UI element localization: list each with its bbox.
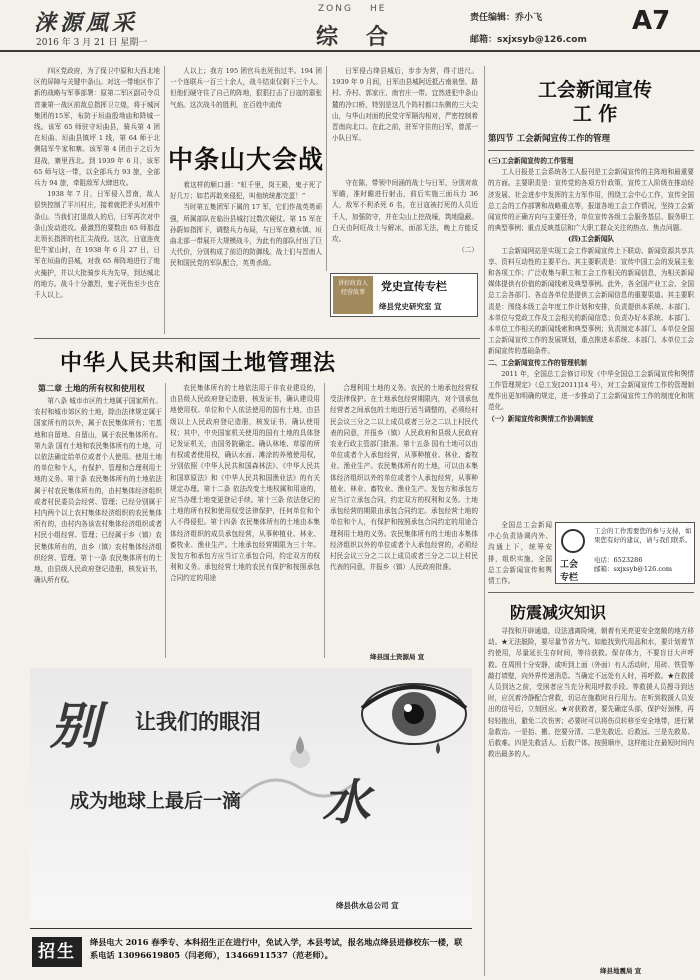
- section-rule: [488, 592, 694, 593]
- union-column-box: [555, 522, 695, 584]
- party-history-column-box: [330, 273, 478, 317]
- union-news-body-tail: [488, 520, 552, 586]
- ad-slogan-line2: 成为地球上最后一滴: [70, 790, 242, 812]
- page-number: A7: [632, 6, 671, 36]
- column-divider: [324, 383, 325, 658]
- party-column-badge: 讲好政育人 经营故事: [333, 276, 373, 314]
- party-column-title: 党史宣传专栏: [381, 280, 447, 293]
- enrollment-notice: [30, 928, 472, 974]
- union-box-phone: 电话：6523286: [594, 556, 643, 564]
- article-paragraph: 人以上；我方 195 团官兵也死伤过半。194 团一个连联兵一百三十余人，战斗结束仅剩下三个人。但他们硬守住了自己的阵地，狠狠打击了日寇的嚣张气焰。这次战斗的胜利，在百姓中流传: [170, 67, 322, 109]
- law-text: 合理利用土地的义务。农民的土地承包经营权受法律保护。在土地承包经营期限内，对个别承包经营者之间承包的土地进行适当调整的，必须经村民会议三分之二以上成员或者三分之二以上村民代表的同意，并报乡（镇）人民政府和县级人民政府农业行政主管部门批准。第十五条 国有土地可以由单位或者个人承包经营，从事种植业、林业、畜牧业、渔业生产。农民集体所有的土地，可以由本集体经济组织以外的单位或者个人承包经营，从事种植业、林业、畜牧业、渔业生产。发包方和承包方应当订立承包合同，约定双方的权利和义务。土地承包经营的期限由承包合同约定。承包经营土地的单位和个人，有保护和按照承包合同约定的用途合理利用土地的义务。农民集体所有的土地由本集体经济组织以外的单位或者个人承包经营的，必须经村民会议三分之二以上成员或者三分之二以上村民代表的同意，并报乡（镇）人民政府批准。: [330, 384, 478, 572]
- union-paragraph: 工人日报是工会系统各工人报刊是工会新闻宣传的主阵地和最重要的方面。主要职责是：宣传党的各项方针政策，宣传工人阶级在推动经济发展、社会进步中发挥的主力军作用，围绕工会中心工作，宣传全国总工会的工作部署和战略重点等，报道各地工会工作情况，坚持工会新闻宣传的正确方向与主要任务，单位宣传各级工会服务基层、服务职工的典型事例；重点反映基层和广大职工群众关注的热点、焦点问题。: [488, 168, 694, 233]
- editor-credit: 责任编辑：乔小飞: [470, 13, 543, 23]
- column-divider: [484, 66, 485, 976]
- law-text: 农民集体所有的土地依法用于非农业建设的，由县级人民政府登记造册，核发证书，确认建设用地使用权。单位和个人依法使用的国有土地，由县级以上人民政府登记造册，核发证书，确认使用权；其中，中央国家机关使用的国有土地的具体登记发证机关，由国务院确定。确认林地、草原的所有权或者使用权，确认水面、滩涂的养殖使用权，分别依照《中华人民共和国森林法》、《中华人民共和国草原法》和《中华人民共和国渔业法》的有关规定办理。第十二条 依法改变土地权属和用途的，应当办理土地变更登记手续。第十三条 依法登记的土地的所有权和使用权受法律保护，任何单位和个人不得侵犯。第十四条 农民集体所有的土地由本集体经济组织的成员承包经营，从事种植业、林业、畜牧业、渔业生产。土地承包经营期限为三十年。发包方和承包方应当订立承包合同，约定双方的权利和义务。承包经营土地的农民有保护和按照承包合同约定的用途: [170, 384, 320, 583]
- section-rule: [34, 338, 480, 339]
- column-divider: [326, 66, 327, 271]
- page-header: [0, 0, 700, 52]
- editor-email: 邮箱：sxjxsyb@126.com: [470, 35, 587, 45]
- union-subheading: (三)工会新闻宣传的工作管理: [488, 157, 574, 165]
- union-paragraph: 2011 年，全国总工会修订印发《中华全国总工会新闻宣传和舆情工作管理规定》（总工发[2011]14 号），对工会新闻宣传工作的管理制度作出更加明确的规定，进一步推动了工会新闻宣传工作的制度化和规范化。: [488, 369, 694, 412]
- disaster-knowledge-body: [488, 626, 694, 964]
- section-pinyin-he: HE: [370, 4, 387, 14]
- disaster-paragraph: 寻找和开辟通道，设法逃离险境，朝着有光亮更安全宽敞的地方移动。★无法脱险，要尽量节省力气。如能找到代用品和水，要计划着节约使用，尽量延长生存时间，等待获救。保存体力，不要盲目大声呼救。在周围十分安静，或听到上面（外面）有人活动时，用砖、铁管等敲打墙壁，向外界传递消息。当确定不远处有人时，再呼救。★在救援人员到达之前，受困者应当充分利用呼救手段。等救援人员搜寻到达时，应沉着冷静配合营救，切忌在施救时自行用力。在听到救援人员发出的信号后，立刻回应。★对获救者，要先确定头部，保护好颈椎，再轻轻抱出，避免二次伤害；必要时可以将伤员转移至安全地带，进行紧急救治。一是抬、搬、挖要分清。二是先救近、后救远。三是先救易、后救难。四是先救活人、后救尸体。按照顺序，这样能让在最短时间内救出最多的人。: [488, 627, 694, 759]
- union-box-label2: 专栏: [560, 573, 579, 583]
- union-paragraph: 全国总工会新闻中心负责协调内外、沟通上下，统筹安排，组织实施，全国总工会新闻宣传和舆情工作。: [488, 521, 552, 586]
- section-title: 综合: [316, 24, 417, 50]
- union-logo-icon: [561, 529, 585, 553]
- disaster-sponsor: 绛县地震局 宣: [600, 967, 642, 975]
- union-box-contact: [594, 556, 672, 574]
- law-col2: [170, 383, 320, 658]
- union-paragraph: 工会新闻网站是实现工会工作新闻宣传上下联动、新闻资源共享共享、资料互动性的主要平台。其主要职责是：宣传中国工会的发展主张和各项工作；广泛收集与职工和工会工作相关的新闻信息，为相关新闻媒体提供有价值的新闻线索及典型事例。此外，各全国产业工会、全国总工会各部门、各直各单位是提供工会新闻信息的重要渠道。其主要职责是：围绕本级工会年度工作计划和安排，负责提供本系统、本部门、本单位与党政工作及工会相关的新闻信息；负责办好本系统、本部门、本单位工作相关的新闻线索和典型事例；负责制定本部门、本单位全国工会新闻宣传工作的发展规划，重点推进本系统、本部门、本单位工会新闻宣传的基础条件。: [488, 246, 694, 356]
- law-sponsor: 绛县国土资源局 宣: [370, 653, 425, 661]
- law-text: 第八条 城市市区的土地属于国家所有。农村和城市郊区的土地，除由法律规定属于国家所有的以外，属于农民集体所有；宅基地和自留地、自留山，属于农民集体所有。第九条 国有土地和农民集体所有的土地，可以依法确定给单位或者个人使用。使用土地的单位和个人，有保护、管理和合理利用土地的义务。第十条 农民集体所有的土地依法属于村农民集体所有的，由村集体经济组织或者村民委员会经营、管理；已经分别属于村内两个以上农村集体经济组织的农民集体所有的，由村内各该农村集体经济组织或者村民小组经营、管理；已经属于乡（镇）农民集体所有的，由乡（镇）农村集体经济组织经营、管理。第十一条 农民集体所有的土地，由县级人民政府登记造册，核发证书，确认所有权。: [34, 397, 162, 585]
- article-paragraph: 日军侵占绛县城后，步步为营，得寸进尺。1939 年 9 月间，日军由县城阿近抵占南泉堡、路村、乔村、郭家庄、南官庄一带。宜然进犯中条山麓的冷口桥，特别是这几个阵村都口东侧的三大尖山，与华山对面的民党守军隔沟相对，严密控制着晋南向北口。在此之前，驻军守住的日军，曾派一小队日军。: [332, 67, 478, 143]
- newspaper-logo: 涞源風采: [34, 10, 139, 36]
- law-chapter-heading: 第二章 土地的所有权和使用权: [38, 383, 145, 393]
- article-paragraph: 着这样的顺口溜：“虹千里，岗王殿，鬼子死了好几万；如若再敢来侵犯，叫他统统都完蛋！”: [170, 181, 322, 201]
- article-zhongtiao-col3: [332, 66, 478, 176]
- union-box-label1: 工会: [560, 560, 579, 570]
- article-paragraph: 1938 年 7 月，日军侵入晋南，敌人很快控制了平川村庄，接着就把矛头对准中条山。当我们打退敌人的后，日军再次对中条山发动进攻。最激烈的要数由 65 师那盘北领长指挥的杜汇尖战役。这次，日寇连夜犯牛家山时，在 1938 年 6 月 27 日，日军在垣曲的县城，对我 65 师阵地进行了炮火掩护，并以大批骑步兵为先导，到达城北的地方。战斗十分激烈，鬼子死伤至少也在千人以上。: [34, 190, 160, 300]
- enrollment-tag: 招生: [32, 937, 82, 967]
- section-pinyin-zong: ZONG: [318, 4, 353, 14]
- water-conservation-ad: [30, 668, 472, 920]
- union-news-subtitle: 第四节 工会新闻宣传工作的管理: [488, 134, 610, 144]
- union-news-title: [500, 78, 690, 126]
- section-rule: [488, 150, 694, 151]
- article-end-mark: （二）: [458, 246, 478, 255]
- union-subheading: (四)工会新闻队: [568, 235, 614, 244]
- ad-slogan-line1: 让我们的眼泪: [135, 709, 261, 734]
- law-article-title: 中华人民共和国土地管理法: [60, 351, 337, 376]
- law-col3: [330, 383, 478, 651]
- article-paragraph: 四区党政府，为了保卫中原和大西北地区的屏障与关键中条山。对这一带地区作了新的战略与军事部署：原第二军区副司令员首兼第一战区前敌总指挥卫立煌，将于城河集团的15军，布防于垣曲殷坳庙和降城一线。该军 65 师驻守垣曲县，骑兵第 4 团在垣曲、垣曲县镇坪 1 线，第 64 师于北侧陆军牛家和寨。该军第 4 团由于之后为迎战，寨里西北。到 1939 年 6 月，该军 65 师与这一带，以全部兵力 93 旅，全部兵力 94 旅，牵阻敌军大肆进攻。: [34, 67, 160, 188]
- party-column-sponsor: 绛县党史研究室 宣: [379, 302, 442, 311]
- union-subheading: 二、工会新闻宣传工作的管理机制: [488, 358, 587, 367]
- union-news-body: [488, 156, 694, 518]
- union-subheading: （一）新闻宣传和舆情工作协调制度: [488, 414, 594, 423]
- article-zhongtiao-col1: [34, 66, 160, 336]
- column-divider: [165, 383, 166, 658]
- enrollment-text: 绛县电大 2016 春季专、本科招生正在进行中，免试入学，本县考试，报名地点绛县进修校东一楼，联系电话 13096619805（闫老师），13466911537（范老师）。: [90, 937, 463, 960]
- article-paragraph: 当时第五集团军下属的 17 军，它们作战英勇顽强，所属部队在临汾县城打过数次硬仗。第 15 军在孙蔚如指挥下，调整兵力布局，与日军在横水镇、垣曲北部一带展开大规模战斗，为此有的部队付出了巨大代价，分别构成了前沿的防御线。战士们与晋南人民和国民党的军队配合，英勇杀敌。: [170, 203, 322, 268]
- issue-date: 2016 年 3 月 21 日 星期一: [36, 38, 148, 48]
- ad-big-character-2: 水: [322, 775, 371, 831]
- disaster-knowledge-title: 防震减灾知识: [510, 603, 607, 622]
- union-news-title-line1: 工会新闻宣传: [537, 79, 652, 101]
- article-paragraph: 守在陈，带领中间涌的战士与日军，分别对敌军瞻，准时瞻进行射击，前后实施三面兵力 36 人，敌军不利杀死 6 名，在日寇被打死的人员近千人，加强防守，并在尖山上挖战壕，筑地隐蔽。白天由阿旺战士与解冰，面部无法，晚上方能反攻。: [332, 179, 478, 244]
- union-box-email: 邮箱：sxjxsyb@126.com: [594, 565, 673, 573]
- law-col1: [34, 396, 162, 658]
- ad-big-character-1: 别: [50, 696, 100, 755]
- article-zhongtiao-col2b: [170, 180, 322, 335]
- article-zhongtiao-col3b: [332, 178, 478, 266]
- column-divider: [164, 66, 165, 334]
- ad-sponsor: 绛县供水总公司 宣: [336, 901, 399, 910]
- eye-illustration-icon: [360, 674, 468, 756]
- union-news-title-line2: 工 作: [572, 103, 618, 125]
- union-box-text: 工会的工作需要您的参与支持，如果您有好的建议，请与我们联系。: [594, 527, 692, 544]
- article-zhongtiao-col2: [170, 66, 322, 136]
- article-banner-title: 中条山大会战: [168, 145, 325, 174]
